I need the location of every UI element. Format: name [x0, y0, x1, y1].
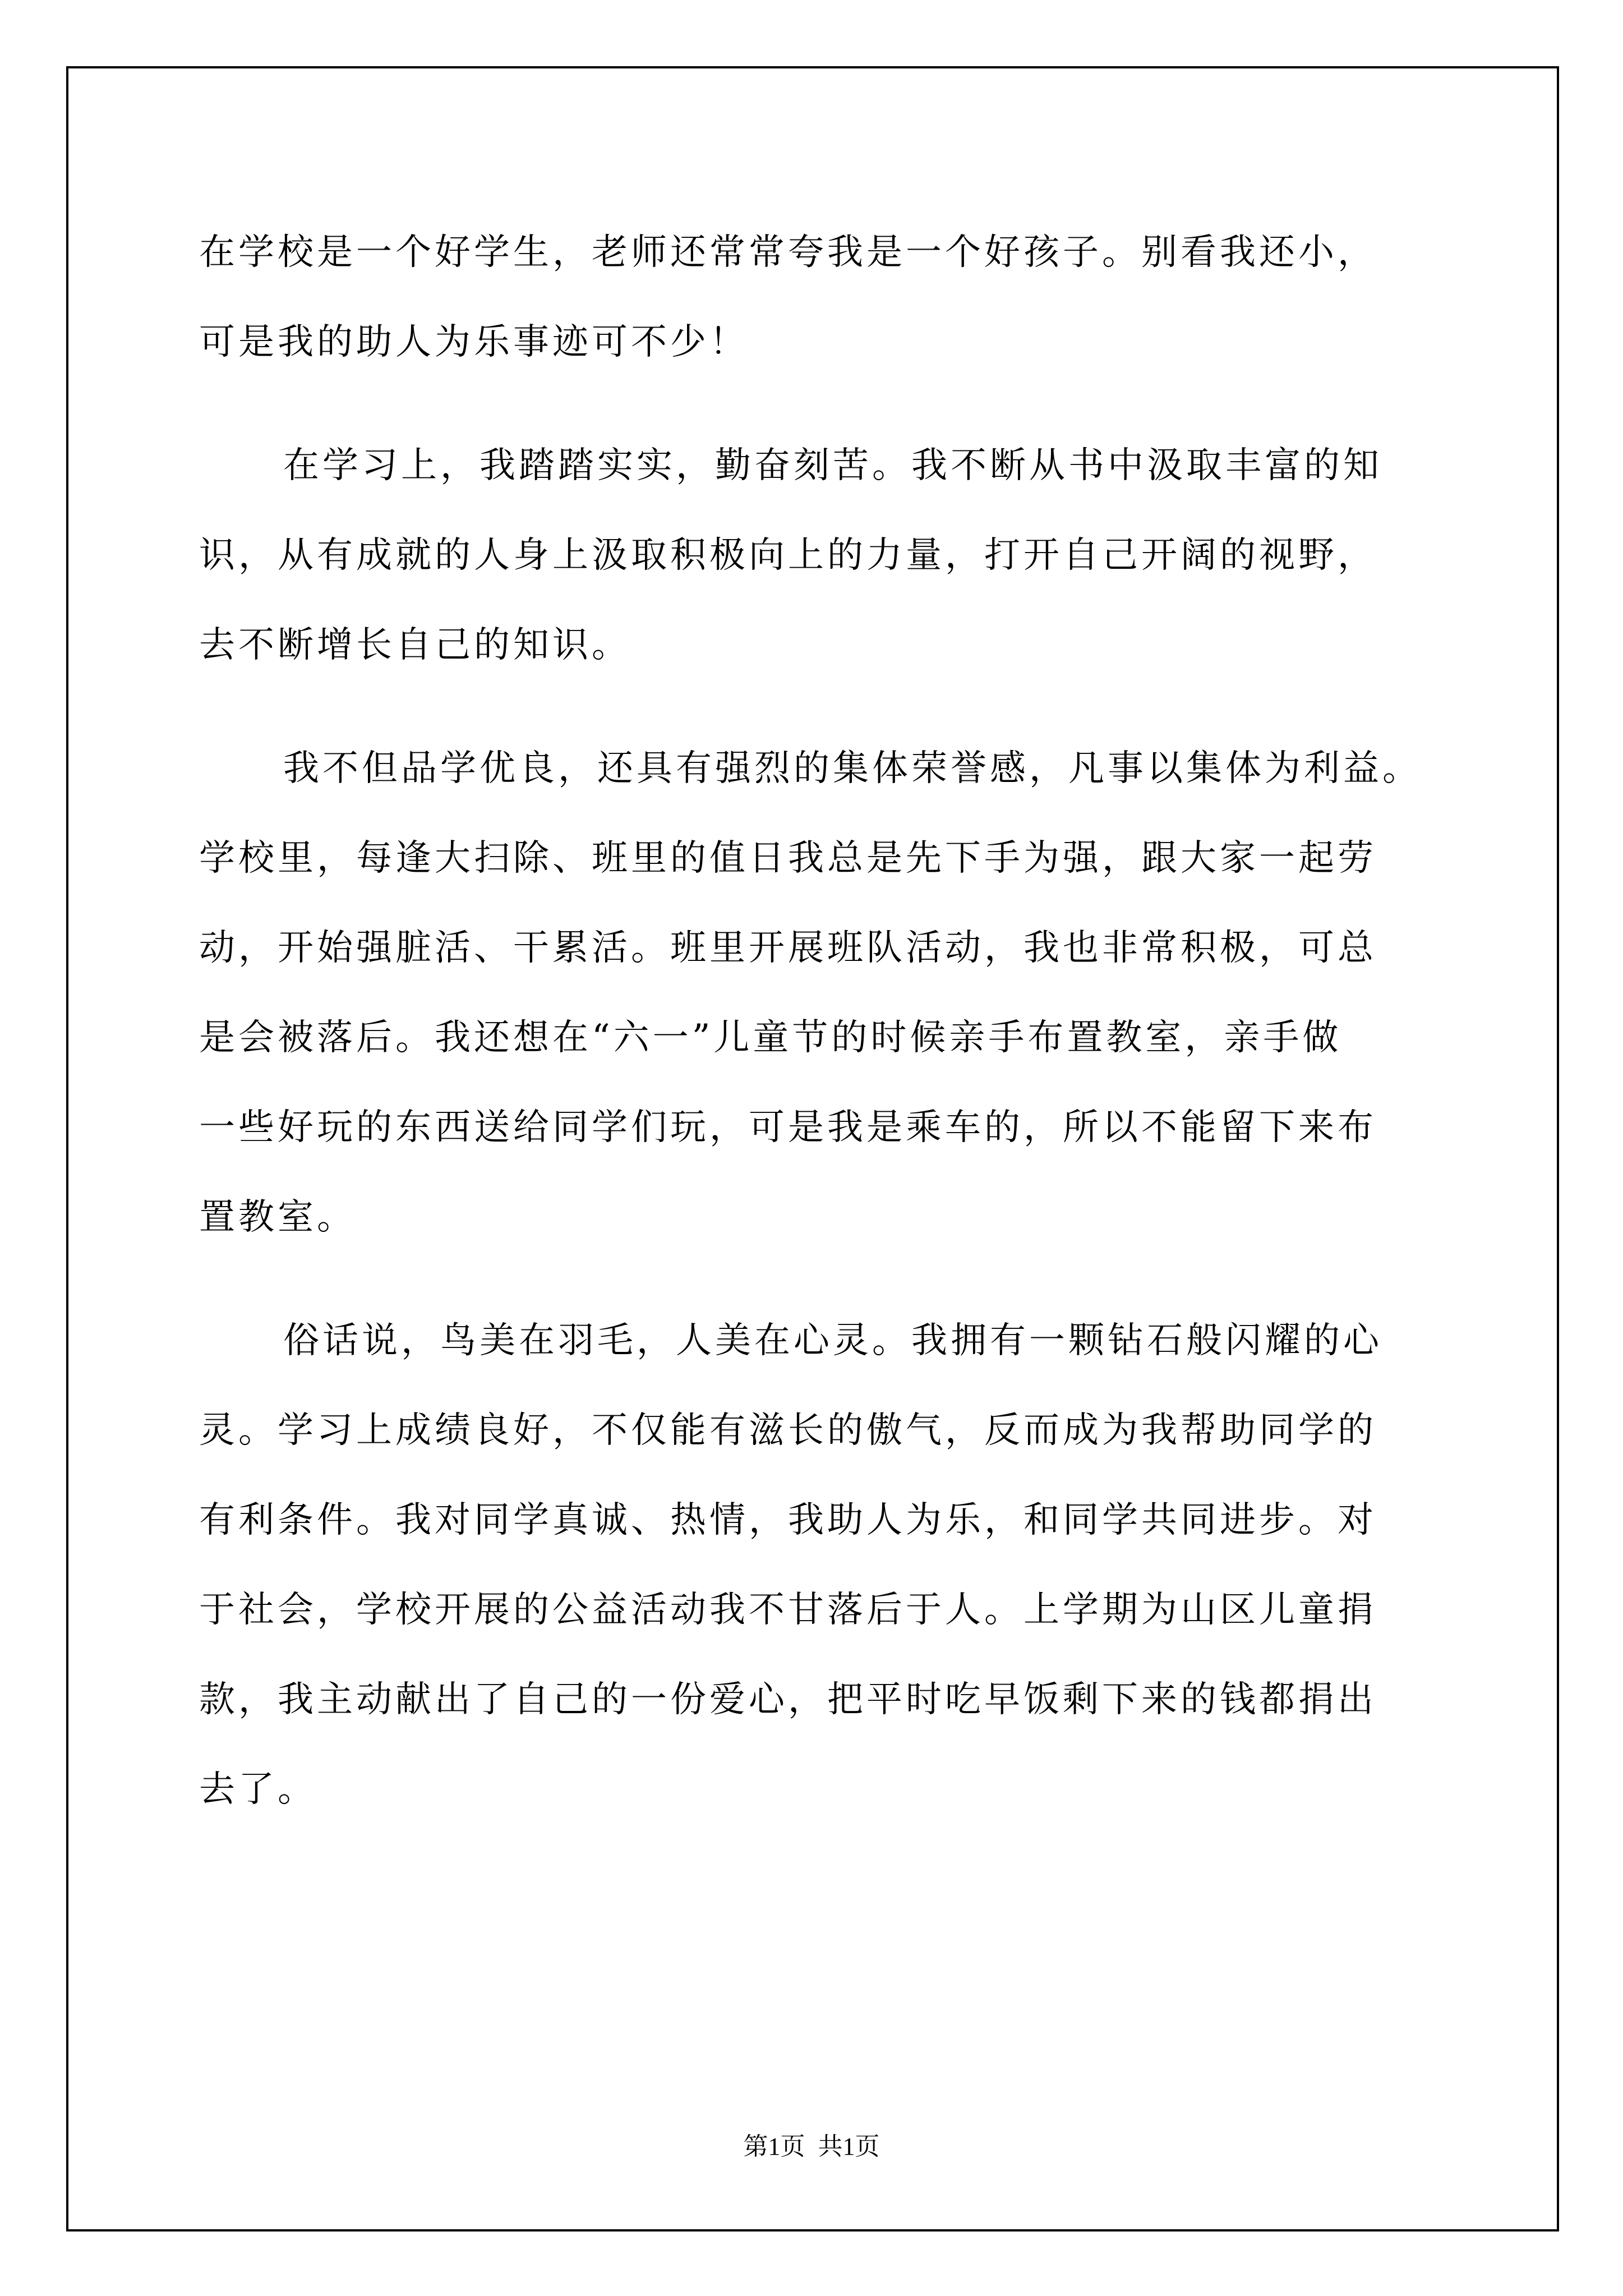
text-line: 去了。: [199, 1769, 317, 1810]
text-line: 在学校是一个好学生，老师还常常夸我是一个好孩子。别看我还小，: [199, 232, 1377, 273]
text-line: 有利条件。我对同学真诚、热情，我助人为乐，和同学共同进步。对: [199, 1499, 1377, 1541]
page-footer: [0, 2132, 1623, 2162]
text-line: 于社会，学校开展的公益活动我不甘落后于人。上学期为山区儿童捐: [199, 1589, 1377, 1631]
text-line: 是会被落后。我还想在“六一”儿童节的时候亲手布置教室，亲手做: [199, 1017, 1342, 1059]
text-line: 学校里，每逢大扫除、班里的值日我总是先下手为强，跟大家一起劳: [199, 838, 1377, 879]
text-line: 款，我主动献出了自己的一份爱心，把平时吃早饭剩下来的钱都捐出: [199, 1679, 1377, 1720]
text-line: 可是我的助人为乐事迹可不少！: [199, 321, 749, 363]
text-line: 识，从有成就的人身上汲取积极向上的力量，打开自己开阔的视野，: [199, 535, 1377, 576]
text-line: 去不断增长自己的知识。: [199, 624, 631, 666]
text-line: 动，开始强脏活、干累活。班里开展班队活动，我也非常积极，可总: [199, 927, 1377, 969]
paragraph-first-line: 我不但品学优良，还具有强烈的集体荣誉感，凡事以集体为利益。: [283, 748, 1422, 789]
page-number: 第1页: [743, 2133, 805, 2160]
text-line: 置教室。: [199, 1197, 356, 1238]
text-line: 灵。学习上成绩良好，不仅能有滋长的傲气，反而成为我帮助同学的: [199, 1410, 1377, 1451]
page-total: 共1页: [818, 2133, 880, 2160]
paragraph-first-line: 俗话说，鸟美在羽毛，人美在心灵。我拥有一颗钻石般闪耀的心: [283, 1320, 1382, 1361]
text-line: 一些好玩的东西送给同学们玩，可是我是乘车的，所以不能留下来布: [199, 1107, 1377, 1148]
paragraph-first-line: 在学习上，我踏踏实实，勤奋刻苦。我不断从书中汲取丰富的知: [283, 445, 1382, 486]
